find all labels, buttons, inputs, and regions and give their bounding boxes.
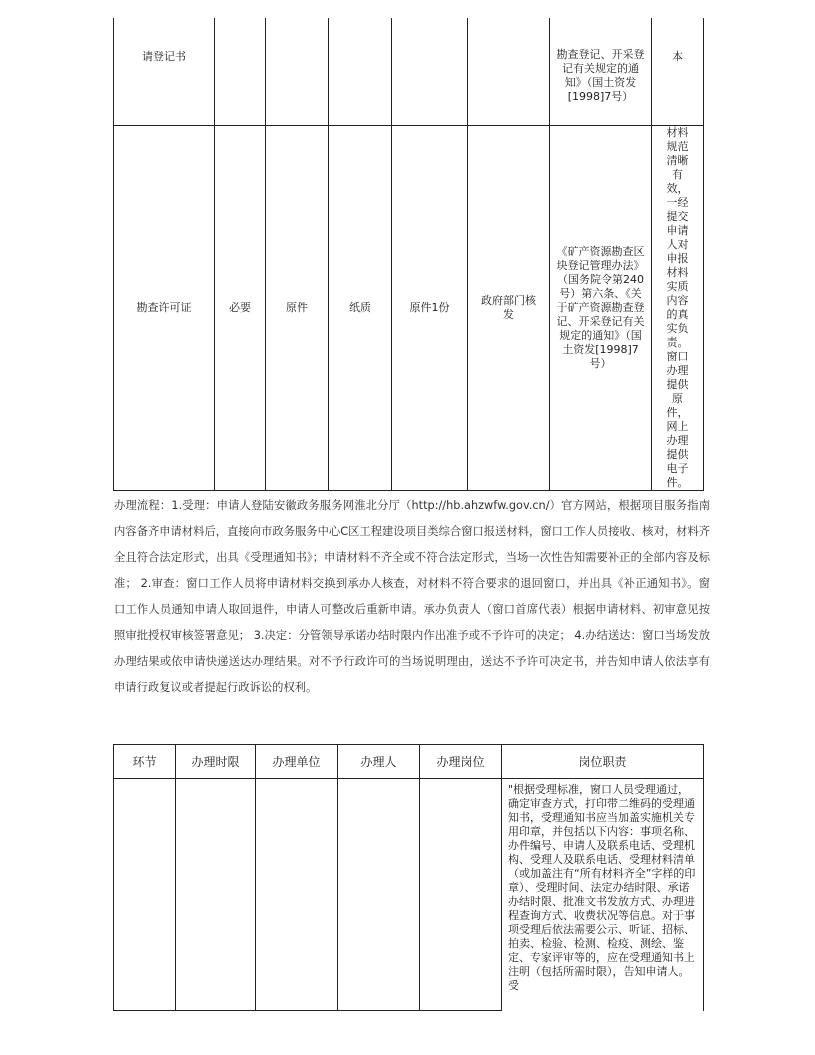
header-handler: 办理人: [338, 745, 420, 779]
materials-table: [113, 18, 704, 491]
header-post: 办理岗位: [420, 745, 502, 779]
table-row: [114, 125, 704, 490]
duty-cell: "根据受理标准，窗口人员受理通过，确定审查方式，打印带二维码的受理通知书，受理通知书应当加盖实施机关专用印章，并包括以下内容：事项名称、办件编号、申请人及联系电话、受理机构、受理人及联系电话、受理材料清单（或加盖注有“所有材料齐全”字样的印章）、受理时间、法定办结时限、承诺办结时限、批准文书发放方式、办理进程查询方式、收费状况等信息。对于事项受理后依法需要公示、听证、招标、拍卖、检验、检测、检疫、测绘、鉴定、专家评审等的，应在受理通知书上注明（包括所需时限），告知申请人。 受: [502, 779, 704, 1011]
material-name-cell: 勘查许可证: [114, 125, 215, 490]
required-cell: 必要: [215, 125, 266, 490]
note-cell: 材料规范清晰有效，一经提交申请人对申报材料实质内容的真实负责。窗口办理提供原件，网上办理提供电子件。: [652, 125, 704, 490]
table-row: [114, 18, 704, 125]
header-unit: 办理单位: [256, 745, 338, 779]
header-time-limit: 办理时限: [176, 745, 256, 779]
basis-cell: 勘查登记、开采登记有关规定的通知》（国土资发[1998]7号）: [550, 18, 652, 125]
note-cell: 本: [652, 18, 704, 125]
copies-cell: 原件1份: [392, 125, 468, 490]
header-duty: 岗位职责: [502, 745, 704, 779]
procedure-paragraph: 办理流程：1.受理：申请人登陆安徽政务服务网淮北分厅（http://hb.ahzwfw.gov.cn/）官方网站，根据项目服务指南内容备齐申请材料后，直接向市政务服务中心C区工程建设项目类综合窗口报送材料，窗口工作人员接收、核对，材料齐全且符合法定形式，出具《受理通知书》；申请材料不齐全或不符合法定形式，当场一次性告知需要补正的全部内容及标准； 2.审查：窗口工作人员将申请材料交换到承办人核查，对材料不符合要求的退回窗口，并出具《补正通知书》。窗口工作人员通知申请人取回退件，申请人可整改后重新申请。承办负责人（窗口首席代表）根据申请材料、初审意见按照审批授权审核签署意见； 3.决定：分管领导承诺办结时限内作出准予或不予许可的决定； 4.办结送达：窗口当场发放办理结果或依申请快递送达办理结果。对不予行政许可的当场说明理由，送达不予许可决定书，并告知申请人依法享有申请行政复议或者提起行政诉讼的权利。: [114, 499, 710, 694]
basis-cell: 《矿产资源勘查区块登记管理办法》（国务院令第240号）第六条、《关于矿产资源勘查登记、开采登记有关规定的通知》（国土资发[1998]7号）: [550, 125, 652, 490]
table-row: [114, 779, 704, 1011]
workflow-table: [113, 744, 704, 1011]
material-name-cell: 请登记书: [114, 18, 215, 125]
medium-cell: 纸质: [329, 125, 392, 490]
source-cell: 政府部门核发: [468, 125, 550, 490]
form-cell: 原件: [266, 125, 329, 490]
table-header-row: [114, 745, 704, 779]
header-stage: 环节: [114, 745, 176, 779]
